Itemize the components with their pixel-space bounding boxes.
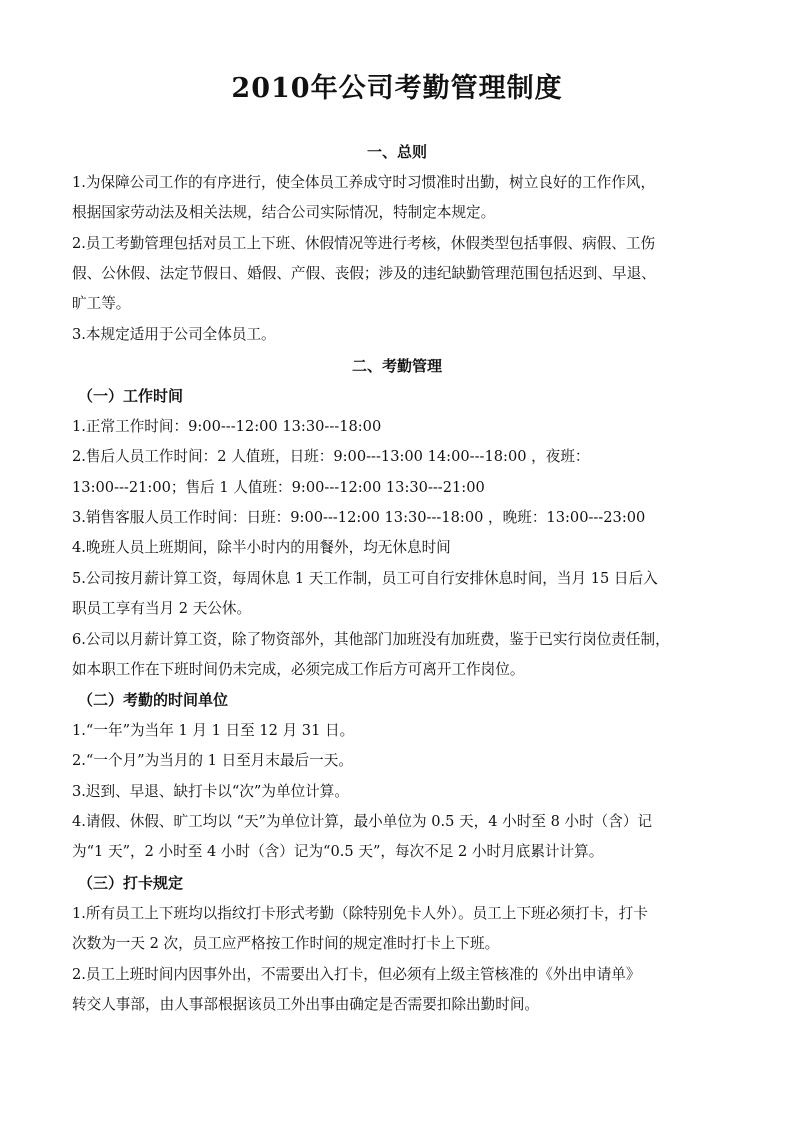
paragraph-line: 旷工等。 (72, 295, 131, 312)
paragraph-line: 3.销售客服人员工作时间：日班：9:00---12:00 13:30---18:00 ，晚班：13:00---23:00 (72, 509, 646, 526)
paragraph-line: 4.请假、休假、旷工均以 “天”为单位计算，最小单位为 0.5 天，4 小时至 8 小时（含）记 (72, 813, 653, 830)
document-title: 2010年公司考勤管理制度 (231, 73, 563, 104)
section-heading-attendance: 二、考勤管理 (351, 357, 442, 375)
paragraph-line: 转交人事部，由人事部根据该员工外出事由确定是否需要扣除出勤时间。 (72, 996, 540, 1013)
section-heading-general: 一、总则 (366, 143, 427, 161)
paragraph-line: 3.迟到、早退、缺打卡以“次”为单位计算。 (72, 783, 349, 800)
paragraph-line: 2.员工考勤管理包括对员工上下班、休假情况等进行考核，休假类型包括事假、病假、工伤 (72, 235, 656, 252)
paragraph-line: 根据国家劳动法及相关法规，结合公司实际情况，特制定本规定。 (72, 204, 496, 221)
subsection-heading-time-units: （二）考勤的时间单位 (78, 691, 229, 709)
paragraph-line: 6.公司以月薪计算工资，除了物资部外，其他部门加班没有加班费，鉴于已实行岗位责任制， (72, 631, 670, 648)
paragraph-line: 13:00---21:00；售后 1 人值班：9:00---12:00 13:30---21:00 (72, 479, 485, 496)
paragraph-line: 2.员工上班时间内因事外出，不需要出入打卡，但必须有上级主管核准的《外出申请单》 (72, 966, 641, 983)
paragraph-line: 如本职工作在下班时间仍未完成，必须完成工作后方可离开工作岗位。 (72, 661, 525, 678)
paragraph-line: 1.所有员工上下班均以指纹打卡形式考勤（除特别免卡人外）。员工上下班必须打卡，打卡 (72, 905, 648, 922)
paragraph-line: 2.“一个月”为当月的 1 日至月末最后一天。 (72, 752, 353, 769)
paragraph-line: 1.正常工作时间：9:00---12:00 13:30---18:00 (72, 418, 382, 435)
paragraph-line: 1.“一年”为当年 1 月 1 日至 12 月 31 日。 (72, 722, 355, 739)
paragraph-line: 次数为一天 2 次，员工应严格按工作时间的规定准时打卡上下班。 (72, 935, 500, 952)
paragraph-line: 职员工享有当月 2 天公休。 (72, 600, 252, 617)
paragraph-line: 1.为保障公司工作的有序进行，使全体员工养成守时习惯准时出勤，树立良好的工作作风， (72, 174, 656, 191)
paragraph-line: 2.售后人员工作时间：2 人值班，日班：9:00---13:00 14:00---18:00 ，夜班： (72, 448, 590, 465)
subsection-heading-clock-in-rules: （三）打卡规定 (78, 874, 184, 892)
paragraph-line: 假、公休假、法定节假日、婚假、产假、丧假；涉及的违纪缺勤管理范围包括迟到、早退、 (72, 265, 656, 282)
paragraph-line: 3.本规定适用于公司全体员工。 (72, 326, 276, 343)
paragraph-line: 4.晚班人员上班期间，除半小时内的用餐外，均无休息时间 (72, 539, 451, 556)
paragraph-line: 5.公司按月薪计算工资，每周休息 1 天工作制，员工可自行安排休息时间，当月 15 日后入 (72, 570, 658, 587)
paragraph-line: 为“1 天”，2 小时至 4 小时（含）记为“0.5 天”，每次不足 2 小时月底累计计算。 (72, 843, 604, 860)
subsection-heading-work-hours: （一）工作时间 (78, 387, 184, 405)
